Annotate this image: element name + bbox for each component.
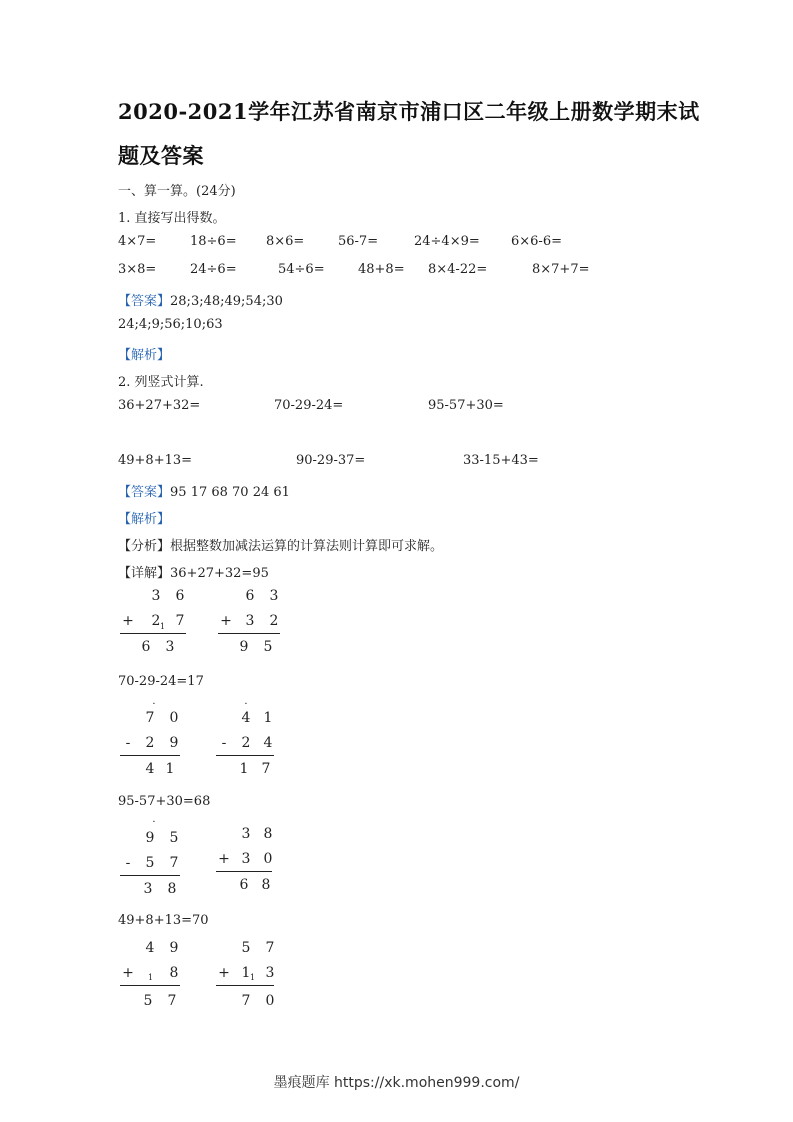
answer-text: 28;3;48;49;54;30 <box>170 294 283 309</box>
digit: 2 <box>269 613 279 629</box>
digit: 3 <box>151 588 161 604</box>
answer-text: 95 17 68 70 24 61 <box>170 485 290 500</box>
digit: 3 <box>241 826 251 842</box>
digit: 9 <box>169 940 179 956</box>
digit: 4 <box>241 710 251 726</box>
operator: - <box>221 735 227 751</box>
digit: 3 <box>143 881 153 897</box>
page-title-line2: 题及答案 <box>118 143 204 168</box>
carry-mark: 1 <box>148 973 154 982</box>
digit: 4 <box>145 940 155 956</box>
digit: 3 <box>165 639 175 655</box>
operator: + <box>122 965 134 981</box>
analysis-tag: 【解析】 <box>118 348 171 363</box>
problem: 95-57+30= <box>428 398 504 413</box>
divider-line <box>218 633 280 634</box>
answer-line-2: 24;4;9;56;10;63 <box>118 317 223 332</box>
problem: 54÷6= <box>278 262 325 277</box>
digit: 3 <box>269 588 279 604</box>
digit: 7 <box>145 710 155 726</box>
divider-line <box>120 755 180 756</box>
digit: 1 <box>263 710 273 726</box>
carry-mark: 1 <box>160 622 166 631</box>
problem: 8×6= <box>266 234 305 249</box>
problem: 3×8= <box>118 262 157 277</box>
answer-tag: 【答案】 <box>118 485 171 500</box>
problem: 49+8+13= <box>118 453 193 468</box>
footer-watermark: 墨痕题库 https://xk.mohen999.com/ <box>273 1075 520 1091</box>
operator: - <box>125 855 131 871</box>
digit: 6 <box>175 588 185 604</box>
divider-line <box>120 985 180 986</box>
digit: 8 <box>167 881 177 897</box>
problem: 90-29-37= <box>296 453 366 468</box>
detail-equation: 95-57+30=68 <box>118 794 211 809</box>
digit: 5 <box>143 993 153 1009</box>
problem: 24÷4×9= <box>414 234 480 249</box>
digit: 0 <box>263 851 273 867</box>
digit: 8 <box>263 826 273 842</box>
detail-equation: 70-29-24=17 <box>118 674 204 689</box>
digit: 7 <box>169 855 179 871</box>
borrow-dot: · <box>152 699 156 710</box>
vertical-calculation <box>118 818 188 902</box>
vertical-calculation <box>216 818 286 902</box>
question-2-label: 2. 列竖式计算. <box>118 375 204 390</box>
divider-line <box>120 633 186 634</box>
operator: - <box>125 735 131 751</box>
detail-tag: 【详解】 <box>118 566 171 581</box>
vertical-calculation <box>216 700 286 780</box>
digit: 9 <box>239 639 249 655</box>
operator: + <box>220 613 232 629</box>
digit: 2 <box>145 735 155 751</box>
digit: 4 <box>263 735 273 751</box>
digit: 0 <box>169 710 179 726</box>
operator: + <box>218 851 230 867</box>
borrow-dot: · <box>244 699 248 710</box>
digit: 7 <box>261 761 271 777</box>
operator: + <box>122 613 134 629</box>
digit: 3 <box>241 851 251 867</box>
digit: 1 <box>241 965 251 981</box>
digit: 7 <box>241 993 251 1009</box>
analysis-tag: 【解析】 <box>118 512 171 527</box>
digit: 4 <box>145 761 155 777</box>
problem: 56-7= <box>338 234 379 249</box>
digit: 3 <box>245 613 255 629</box>
problem: 8×4-22= <box>428 262 488 277</box>
problem: 4×7= <box>118 234 157 249</box>
answer-tag: 【答案】 <box>118 294 171 309</box>
digit: 3 <box>265 965 275 981</box>
digit: 1 <box>165 761 175 777</box>
answer-line <box>118 481 290 500</box>
operator: + <box>218 965 230 981</box>
digit: 9 <box>145 830 155 846</box>
digit: 7 <box>167 993 177 1009</box>
digit: 7 <box>265 940 275 956</box>
problem: 48+8= <box>358 262 405 277</box>
detail-equation: 49+8+13=70 <box>118 913 209 928</box>
vertical-calculation <box>118 940 188 1020</box>
vertical-calculation <box>216 588 286 668</box>
question-1-label: 1. 直接写出得数。 <box>118 211 226 226</box>
digit: 8 <box>169 965 179 981</box>
problem: 70-29-24= <box>274 398 344 413</box>
borrow-dot: · <box>152 817 156 828</box>
digit: 7 <box>175 613 185 629</box>
problem: 18÷6= <box>190 234 237 249</box>
divider-line <box>120 875 180 876</box>
digit: 5 <box>241 940 251 956</box>
digit: 0 <box>265 993 275 1009</box>
digit: 8 <box>261 877 271 893</box>
answer-line-1 <box>118 290 283 309</box>
detail-equation: 36+27+32=95 <box>170 566 269 581</box>
detail-line <box>118 562 269 581</box>
vertical-calculation <box>118 700 188 780</box>
divider-line <box>216 755 274 756</box>
page-title-line1: 2020-2021学年江苏省南京市浦口区二年级上册数学期末试 <box>118 99 700 124</box>
divider-line <box>216 871 272 872</box>
digit: 6 <box>239 877 249 893</box>
digit: 2 <box>151 613 161 629</box>
problem: 33-15+43= <box>463 453 539 468</box>
problem: 8×7+7= <box>532 262 590 277</box>
vertical-calculation <box>216 940 286 1020</box>
digit: 5 <box>263 639 273 655</box>
section-heading: 一、算一算。(24分) <box>118 184 236 199</box>
problem: 36+27+32= <box>118 398 201 413</box>
digit: 6 <box>141 639 151 655</box>
fenxi-line <box>118 535 443 554</box>
digit: 1 <box>239 761 249 777</box>
digit: 5 <box>169 830 179 846</box>
digit: 6 <box>245 588 255 604</box>
problem: 24÷6= <box>190 262 237 277</box>
digit: 5 <box>145 855 155 871</box>
carry-mark: 1 <box>250 973 256 982</box>
fenxi-text: 根据整数加减法运算的计算法则计算即可求解。 <box>170 539 444 554</box>
vertical-calculation <box>118 588 188 668</box>
digit: 2 <box>241 735 251 751</box>
fenxi-tag: 【分析】 <box>118 539 171 554</box>
digit: 9 <box>169 735 179 751</box>
divider-line <box>216 985 274 986</box>
problem: 6×6-6= <box>511 234 562 249</box>
